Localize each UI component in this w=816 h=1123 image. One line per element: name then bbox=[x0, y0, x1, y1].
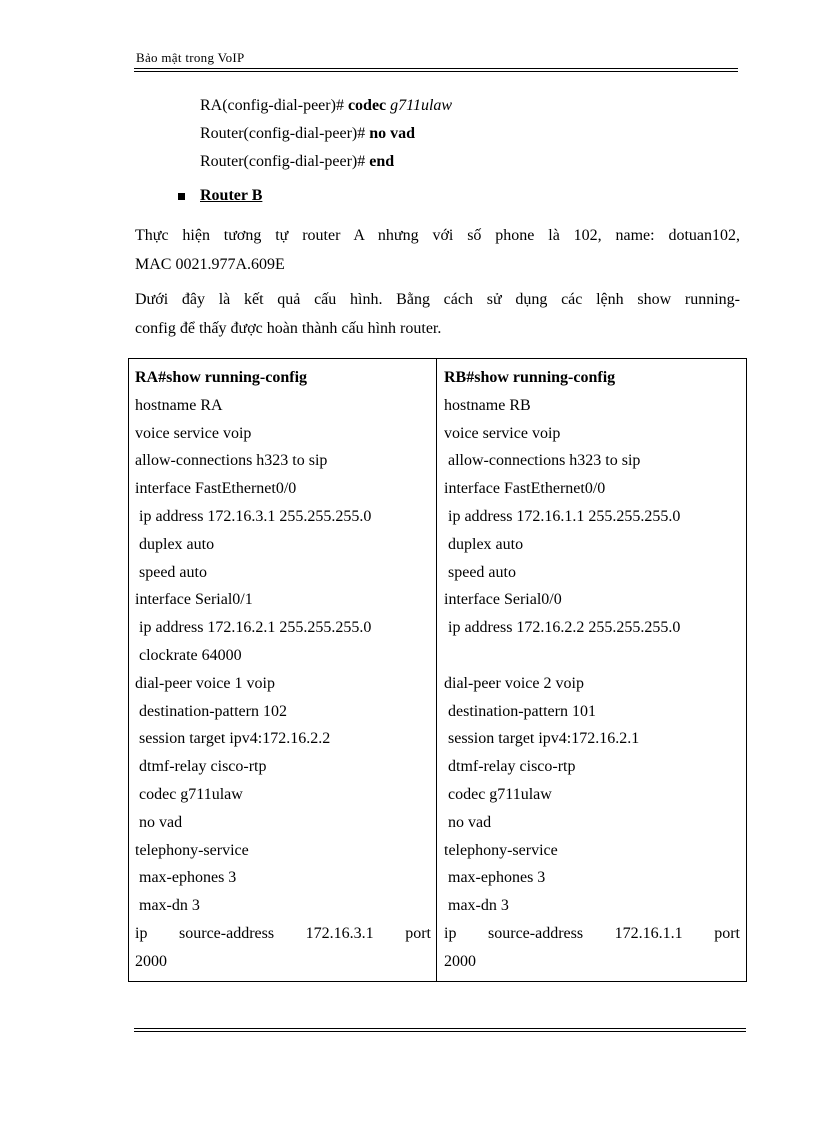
config-line: ip address 172.16.2.2 255.255.255.0 bbox=[444, 619, 681, 637]
config-line: allow-connections h323 to sip bbox=[444, 452, 641, 470]
config-line: destination-pattern 102 bbox=[135, 702, 287, 720]
config-line: session target ipv4:172.16.2.1 bbox=[444, 730, 640, 748]
config-line: max-dn 3 bbox=[444, 897, 509, 915]
config-line: no vad bbox=[444, 813, 492, 831]
config-line: speed auto bbox=[444, 563, 516, 581]
command-line: Router(config-dial-peer)# end bbox=[200, 153, 395, 170]
command-line: Router(config-dial-peer)# no vad bbox=[200, 125, 416, 142]
footer-rule bbox=[134, 1028, 746, 1032]
config-column-ra bbox=[135, 364, 431, 976]
config-line: max-dn 3 bbox=[135, 897, 200, 915]
paragraph-router-b bbox=[135, 221, 740, 279]
config-line: dtmf-relay cisco-rtp bbox=[444, 758, 576, 776]
config-line: 2000 bbox=[444, 952, 476, 970]
config-line bbox=[444, 642, 740, 670]
config-table-divider bbox=[436, 358, 437, 982]
config-line: ip address 172.16.2.1 255.255.255.0 bbox=[135, 619, 372, 637]
paragraph-result bbox=[135, 285, 740, 343]
config-heading: RA#show running-config bbox=[135, 369, 308, 386]
bullet-square-icon bbox=[178, 193, 185, 200]
config-line: clockrate 64000 bbox=[135, 646, 242, 664]
config-line: telephony-service bbox=[444, 841, 558, 859]
config-line: dial-peer voice 2 voip bbox=[444, 674, 584, 692]
config-line: session target ipv4:172.16.2.2 bbox=[135, 730, 331, 748]
config-heading: RB#show running-config bbox=[444, 369, 616, 386]
header-rule bbox=[134, 68, 738, 72]
paragraph-line: Thực hiện tương tự router A nhưng với số phone là 102, name: dotuan102, bbox=[135, 227, 740, 244]
config-line: interface Serial0/1 bbox=[135, 591, 253, 609]
config-line: hostname RA bbox=[135, 396, 223, 414]
config-line: ip source-address 172.16.3.1 port bbox=[135, 924, 431, 942]
config-line: dtmf-relay cisco-rtp bbox=[135, 758, 267, 776]
config-line: duplex auto bbox=[135, 535, 215, 553]
config-line: interface FastEthernet0/0 bbox=[135, 480, 297, 498]
paragraph-line: Dưới đây là kết quả cấu hình. Bằng cách sử dụng các lệnh show running- bbox=[135, 291, 740, 308]
config-line: voice service voip bbox=[444, 424, 561, 442]
config-line: codec g711ulaw bbox=[135, 785, 243, 803]
paragraph-line: MAC 0021.977A.609E bbox=[135, 256, 285, 273]
paragraph-line: config để thấy được hoàn thành cấu hình router. bbox=[135, 320, 442, 337]
section-title: Router B bbox=[200, 187, 263, 204]
config-line: ip address 172.16.1.1 255.255.255.0 bbox=[444, 507, 681, 525]
config-line: max-ephones 3 bbox=[444, 869, 546, 887]
config-line: dial-peer voice 1 voip bbox=[135, 674, 275, 692]
config-line: destination-pattern 101 bbox=[444, 702, 596, 720]
config-line: ip source-address 172.16.1.1 port bbox=[444, 924, 740, 942]
config-line: codec g711ulaw bbox=[444, 785, 552, 803]
config-line: ip address 172.16.3.1 255.255.255.0 bbox=[135, 507, 372, 525]
config-line: 2000 bbox=[135, 952, 167, 970]
config-line: interface Serial0/0 bbox=[444, 591, 562, 609]
config-line: hostname RB bbox=[444, 396, 531, 414]
config-column-rb bbox=[444, 364, 740, 976]
config-line: interface FastEthernet0/0 bbox=[444, 480, 606, 498]
config-line: allow-connections h323 to sip bbox=[135, 452, 328, 470]
config-line: no vad bbox=[135, 813, 183, 831]
page-header-title: Bảo mật trong VoIP bbox=[136, 50, 245, 65]
config-line: speed auto bbox=[135, 563, 207, 581]
config-line: max-ephones 3 bbox=[135, 869, 237, 887]
config-line: voice service voip bbox=[135, 424, 252, 442]
config-line: duplex auto bbox=[444, 535, 524, 553]
config-line: telephony-service bbox=[135, 841, 249, 859]
command-line: RA(config-dial-peer)# codec g711ulaw bbox=[200, 97, 453, 114]
